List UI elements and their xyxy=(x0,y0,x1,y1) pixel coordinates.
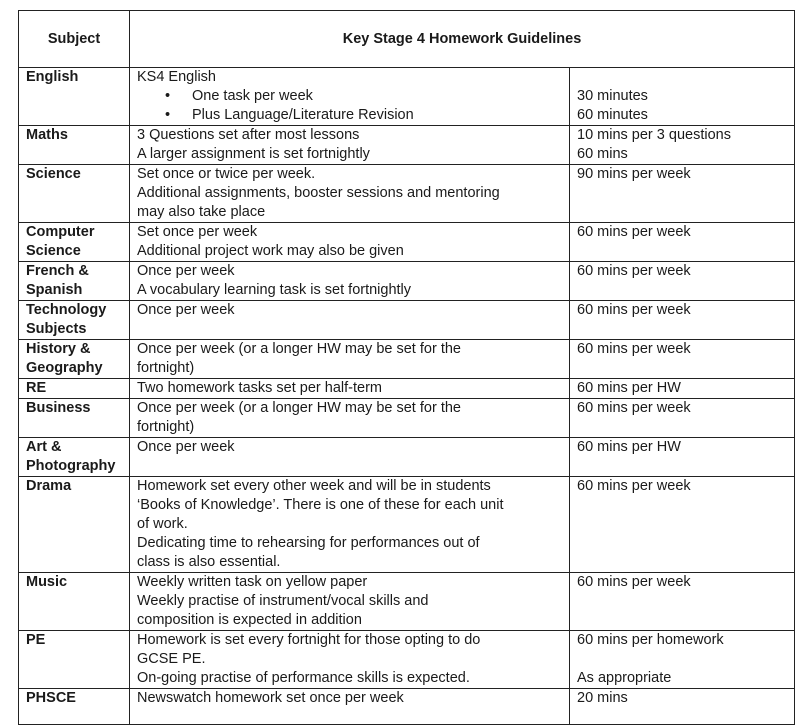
cell-line: 60 mins per week xyxy=(577,263,691,279)
cell-line: KS4 English xyxy=(137,69,216,85)
description-cell xyxy=(130,379,570,399)
cell-line: GCSE PE. xyxy=(137,651,206,667)
cell-line: As appropriate xyxy=(577,670,672,686)
time-cell xyxy=(570,165,795,223)
time-cell xyxy=(570,223,795,262)
cell-line: Newswatch homework set once per week xyxy=(137,690,404,706)
time-cell xyxy=(570,126,795,165)
time-cell xyxy=(570,438,795,477)
subject-cell xyxy=(19,262,130,301)
cell-line: Subjects xyxy=(26,321,87,337)
cell-line: Once per week (or a longer HW may be set for the xyxy=(137,341,461,357)
cell-line: Spanish xyxy=(26,282,83,298)
cell-line: ‘Books of Knowledge’. There is one of these for each unit xyxy=(137,497,504,513)
time-cell xyxy=(570,68,795,126)
description-cell xyxy=(130,477,570,573)
cell-line: 30 minutes xyxy=(577,88,648,104)
description-cell xyxy=(130,631,570,689)
table-row xyxy=(19,68,795,126)
subject-cell xyxy=(19,165,130,223)
table-row xyxy=(19,438,795,477)
cell-line: PE xyxy=(26,632,46,648)
subject-cell xyxy=(19,689,130,725)
cell-line: Once per week xyxy=(137,302,235,318)
cell-line: On-going practise of performance skills is expected. xyxy=(137,670,470,686)
subject-cell xyxy=(19,68,130,126)
cell-line: A larger assignment is set fortnightly xyxy=(137,146,370,162)
cell-line: History & xyxy=(26,341,91,357)
cell-line: A vocabulary learning task is set fortnightly xyxy=(137,282,412,298)
description-cell xyxy=(130,223,570,262)
cell-line: French & xyxy=(26,263,89,279)
cell-line: Art & xyxy=(26,439,62,455)
time-cell xyxy=(570,477,795,573)
subject-cell xyxy=(19,399,130,438)
cell-line: Photography xyxy=(26,458,116,474)
time-cell xyxy=(570,399,795,438)
table-row xyxy=(19,689,795,725)
subject-cell xyxy=(19,340,130,379)
cell-line: Dedicating time to rehearsing for performances out of xyxy=(137,535,480,551)
table-row xyxy=(19,126,795,165)
cell-line: English xyxy=(26,69,79,85)
time-cell xyxy=(570,689,795,725)
table-row xyxy=(19,631,795,689)
table-row xyxy=(19,262,795,301)
cell-line: Music xyxy=(26,574,68,590)
cell-line: 60 mins per HW xyxy=(577,439,681,455)
cell-line: Set once or twice per week. xyxy=(137,166,316,182)
description-cell xyxy=(130,68,570,126)
cell-line xyxy=(577,650,787,669)
cell-line: 60 mins per week xyxy=(577,341,691,357)
table-row xyxy=(19,573,795,631)
description-cell xyxy=(130,301,570,340)
cell-line: 60 mins per week xyxy=(577,400,691,416)
cell-line: 60 mins per week xyxy=(577,224,691,240)
cell-line: Science xyxy=(26,243,81,259)
cell-line: Science xyxy=(26,166,81,182)
cell-line: composition is expected in addition xyxy=(137,612,362,628)
cell-line: 3 Questions set after most lessons xyxy=(137,127,360,143)
time-cell xyxy=(570,573,795,631)
subject-cell xyxy=(19,379,130,399)
description-cell xyxy=(130,262,570,301)
header-row xyxy=(19,11,795,68)
cell-line: fortnight) xyxy=(137,360,195,376)
subject-cell xyxy=(19,301,130,340)
cell-line: may also take place xyxy=(137,204,266,220)
time-cell xyxy=(570,379,795,399)
cell-line: Technology xyxy=(26,302,107,318)
cell-line: 60 mins per week xyxy=(577,478,691,494)
description-cell xyxy=(130,689,570,725)
cell-line: 60 mins xyxy=(577,146,628,162)
table-row xyxy=(19,223,795,262)
table-row xyxy=(19,340,795,379)
cell-line: 60 mins per HW xyxy=(577,380,681,396)
bullet-item: • Plus Language/Literature Revision xyxy=(137,106,562,125)
cell-line: Additional project work may also be given xyxy=(137,243,404,259)
cell-line: Additional assignments, booster sessions and mentoring xyxy=(137,185,500,201)
cell-line: 60 mins per homework xyxy=(577,632,724,648)
cell-line: Geography xyxy=(26,360,103,376)
homework-guidelines-table xyxy=(18,10,795,725)
subject-cell xyxy=(19,631,130,689)
time-cell xyxy=(570,262,795,301)
cell-line xyxy=(577,68,787,87)
subject-cell xyxy=(19,477,130,573)
description-cell xyxy=(130,340,570,379)
subject-cell xyxy=(19,223,130,262)
description-cell xyxy=(130,438,570,477)
table-row xyxy=(19,379,795,399)
cell-line: Weekly written task on yellow paper xyxy=(137,574,368,590)
cell-line: 60 mins per week xyxy=(577,302,691,318)
cell-line: Homework is set every fortnight for those opting to do xyxy=(137,632,481,648)
description-cell xyxy=(130,399,570,438)
cell-line: 20 mins xyxy=(577,690,628,706)
description-cell xyxy=(130,126,570,165)
table-row xyxy=(19,399,795,438)
cell-line: Once per week xyxy=(137,439,235,455)
cell-line: 60 minutes xyxy=(577,107,648,123)
subject-cell xyxy=(19,573,130,631)
cell-line: Drama xyxy=(26,478,72,494)
cell-line: RE xyxy=(26,380,47,396)
table-row xyxy=(19,165,795,223)
cell-line: class is also essential. xyxy=(137,554,281,570)
cell-line: PHSCE xyxy=(26,690,76,706)
cell-line: 90 mins per week xyxy=(577,166,691,182)
cell-line: Business xyxy=(26,400,91,416)
cell-line: Once per week (or a longer HW may be set for the xyxy=(137,400,461,416)
cell-line: Two homework tasks set per half-term xyxy=(137,380,382,396)
subject-cell xyxy=(19,438,130,477)
time-cell xyxy=(570,340,795,379)
cell-line: 10 mins per 3 questions xyxy=(577,127,731,143)
cell-line: Computer xyxy=(26,224,95,240)
cell-line: Set once per week xyxy=(137,224,258,240)
header-title: Key Stage 4 Homework Guidelines xyxy=(130,11,795,68)
bullet-item: • One task per week xyxy=(137,87,562,106)
cell-line: Homework set every other week and will be in students xyxy=(137,478,491,494)
cell-line: 60 mins per week xyxy=(577,574,691,590)
time-cell xyxy=(570,631,795,689)
table-row xyxy=(19,301,795,340)
header-subject: Subject xyxy=(19,11,130,68)
subject-cell xyxy=(19,126,130,165)
cell-line: Weekly practise of instrument/vocal skills and xyxy=(137,593,429,609)
time-cell xyxy=(570,301,795,340)
description-cell xyxy=(130,165,570,223)
cell-line: Maths xyxy=(26,127,68,143)
cell-line: Once per week xyxy=(137,263,235,279)
cell-line: fortnight) xyxy=(137,419,195,435)
description-cell xyxy=(130,573,570,631)
table-row xyxy=(19,477,795,573)
cell-line: of work. xyxy=(137,516,188,532)
